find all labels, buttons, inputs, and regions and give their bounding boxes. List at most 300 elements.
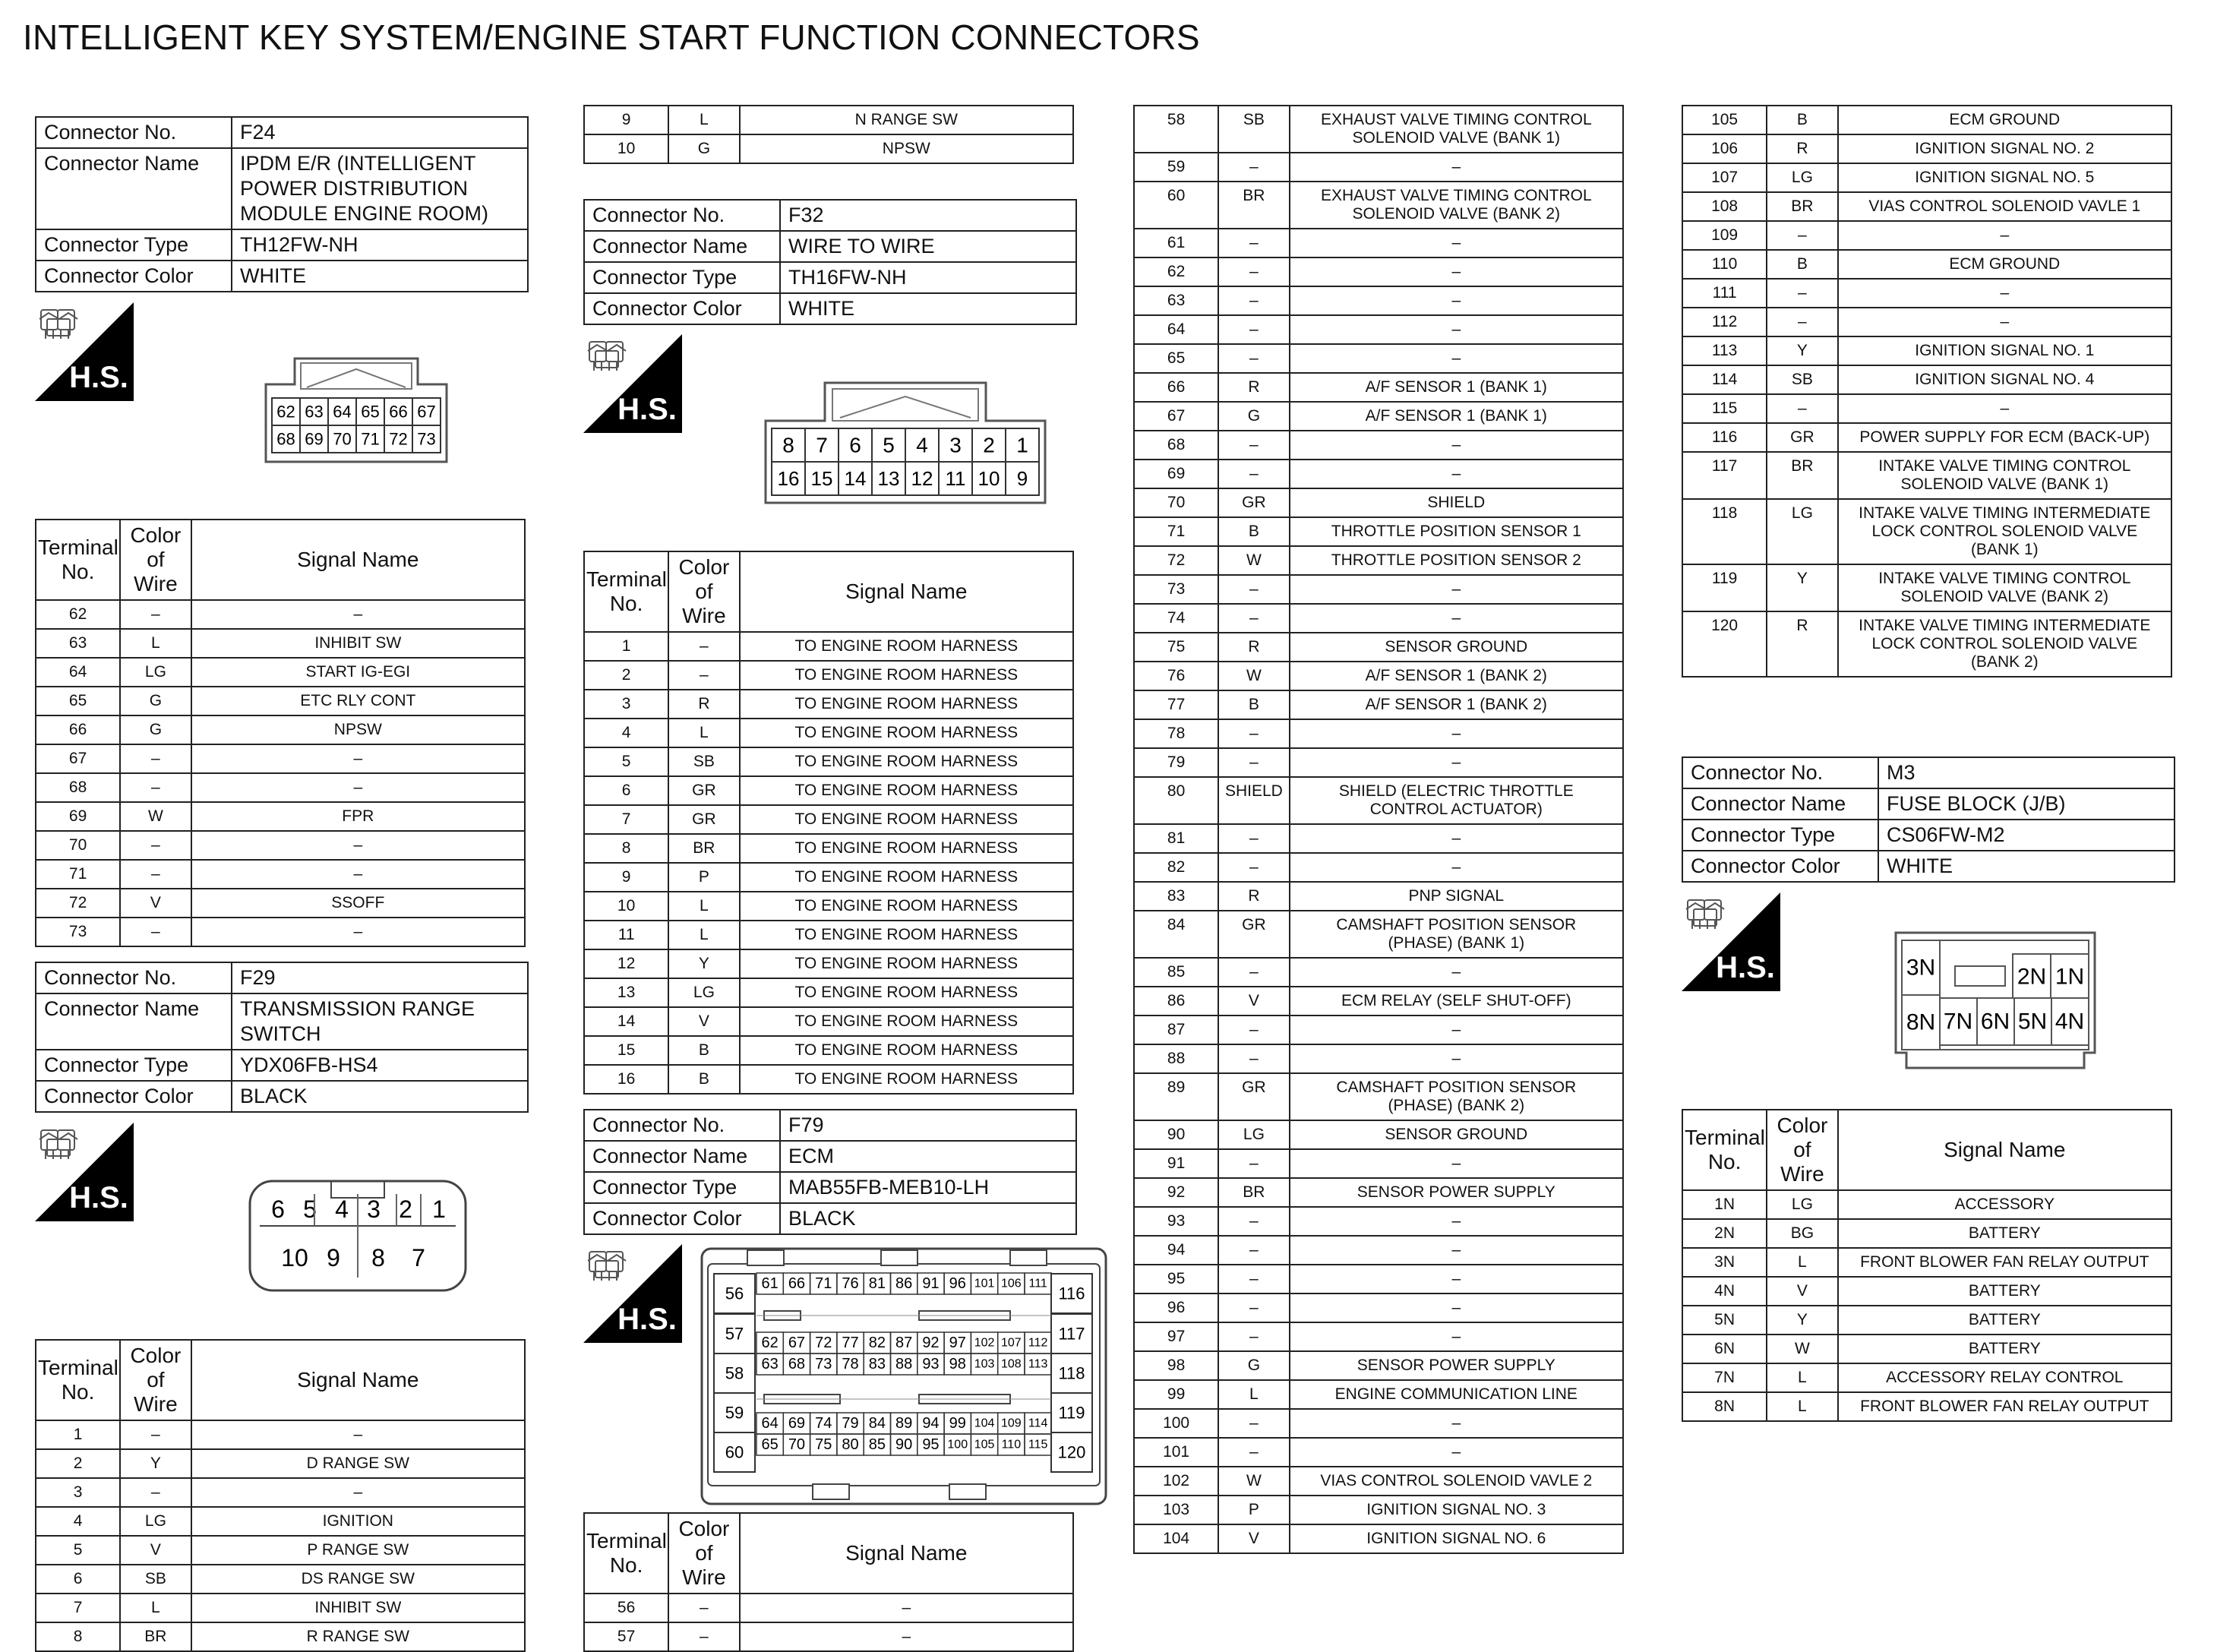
connector-type-value: TH12FW-NH	[232, 229, 528, 261]
table-row	[1682, 1277, 2171, 1306]
pin-label: 12	[911, 467, 933, 490]
terminal-no-cell: 91	[1134, 1149, 1218, 1178]
signal-name-cell: SHIELD (ELECTRIC THROTTLE CONTROL ACTUATOR)	[1290, 777, 1623, 824]
signal-name-cell: –	[740, 1622, 1073, 1651]
hs-label: H.S.	[1716, 951, 1775, 984]
pin-label: 67	[788, 1335, 806, 1351]
pin-label: 3	[949, 433, 962, 457]
table-row	[1134, 1322, 1623, 1351]
terminal-no-cell: 86	[1134, 987, 1218, 1016]
signal-name-header: Signal Name	[191, 520, 525, 600]
header-line: Terminal	[38, 535, 118, 559]
wire-color-cell: LG	[1218, 1120, 1289, 1149]
terminal-no-cell: 68	[1134, 431, 1218, 460]
connector-no-label: Connector No.	[584, 1110, 780, 1141]
wire-color-cell: G	[668, 134, 739, 163]
wire-color-cell: LG	[668, 978, 739, 1007]
pin-label: 73	[417, 429, 436, 449]
connector-color-label: Connector Color	[36, 1081, 232, 1112]
pin-label: 100	[947, 1438, 968, 1451]
signal-name-cell: INHIBIT SW	[191, 629, 525, 658]
terminal-no-cell: 8	[36, 1622, 120, 1651]
wire-color-header	[668, 1513, 739, 1594]
pin-label: 102	[974, 1336, 995, 1350]
wire-color-header	[120, 520, 191, 600]
connector-type-label: Connector Type	[584, 262, 780, 293]
pin-label: 59	[725, 1403, 744, 1423]
terminal-no-cell: 69	[36, 802, 120, 831]
table-row	[1134, 1293, 1623, 1322]
signal-name-cell: N RANGE SW	[740, 106, 1073, 134]
pin-label: 4	[335, 1196, 349, 1223]
table-row	[36, 1507, 525, 1536]
connector-info-F32	[583, 199, 1077, 325]
table-row	[1134, 1207, 1623, 1236]
terminal-no-cell: 10	[584, 892, 668, 921]
connector-color-label: Connector Color	[584, 293, 780, 324]
connector-color-value: BLACK	[232, 1081, 528, 1112]
wire-color-cell: GR	[668, 805, 739, 834]
signal-name-cell: D RANGE SW	[191, 1449, 525, 1478]
signal-name-cell: –	[1290, 1265, 1623, 1293]
wire-color-cell: –	[120, 831, 191, 860]
table-row	[1134, 1524, 1623, 1553]
terminal-no-cell: 103	[1134, 1496, 1218, 1524]
table-row	[584, 776, 1073, 805]
terminal-no-cell: 75	[1134, 633, 1218, 662]
header-line: No.	[609, 592, 643, 615]
wire-color-cell: G	[120, 687, 191, 715]
terminal-no-cell: 104	[1134, 1524, 1218, 1553]
signal-name-cell: –	[1838, 221, 2171, 250]
header-line: Wire	[134, 572, 178, 595]
signal-name-cell: SENSOR POWER SUPPLY	[1290, 1351, 1623, 1380]
signal-name-cell: CAMSHAFT POSITION SENSOR (PHASE) (BANK 2)	[1290, 1073, 1623, 1120]
connector-face-F29	[248, 1179, 468, 1293]
table-row	[584, 834, 1073, 863]
signal-name-cell: –	[1290, 1016, 1623, 1044]
table-row	[36, 773, 525, 802]
signal-name-cell: –	[1290, 1236, 1623, 1265]
terminal-no-cell: 63	[36, 629, 120, 658]
wire-color-cell: –	[120, 744, 191, 773]
connector-face-F79	[699, 1246, 1109, 1508]
header-line: No.	[609, 1553, 643, 1577]
pin-label: 10	[281, 1244, 308, 1271]
pin-label: 14	[844, 467, 867, 490]
pin-label: 5	[303, 1196, 317, 1223]
terminal-no-cell: 59	[1134, 153, 1218, 182]
page-title: INTELLIGENT KEY SYSTEM/ENGINE START FUNCTION CONNECTORS	[23, 17, 1200, 57]
terminal-no-cell: 16	[584, 1065, 668, 1094]
terminal-no-cell: 73	[1134, 575, 1218, 604]
table-row	[36, 802, 525, 831]
table-row	[1134, 257, 1623, 286]
terminal-no-header	[584, 551, 668, 632]
pin-label: 11	[945, 467, 966, 490]
terminal-table-F79	[583, 1512, 1074, 1652]
connector-name-label: Connector Name	[584, 1141, 780, 1172]
pin-label: 119	[1058, 1403, 1085, 1423]
terminal-no-cell: 82	[1134, 853, 1218, 882]
signal-name-cell: FRONT BLOWER FAN RELAY OUTPUT	[1838, 1248, 2171, 1277]
signal-name-cell: –	[191, 1478, 525, 1507]
table-row	[1134, 987, 1623, 1016]
wire-color-cell: –	[1767, 394, 1837, 423]
wire-color-cell: V	[120, 1536, 191, 1565]
pin-label: 1	[432, 1196, 446, 1223]
table-row	[1134, 373, 1623, 402]
pin-label: 70	[788, 1436, 806, 1453]
signal-name-cell: FRONT BLOWER FAN RELAY OUTPUT	[1838, 1392, 2171, 1421]
terminal-no-cell: 65	[36, 687, 120, 715]
terminal-no-cell: 113	[1682, 336, 1767, 365]
pin-label: 7	[412, 1244, 425, 1271]
table-row	[36, 715, 525, 744]
terminal-no-cell: 7	[36, 1594, 120, 1622]
wire-color-cell: L	[1767, 1248, 1837, 1277]
pin-label: 69	[788, 1415, 806, 1432]
pin-label: 4N	[2055, 1009, 2085, 1034]
terminal-no-cell: 81	[1134, 824, 1218, 853]
terminal-table-F79-continued	[1133, 105, 1624, 1554]
signal-name-cell: IGNITION SIGNAL NO. 6	[1290, 1524, 1623, 1553]
connector-no-label: Connector No.	[584, 200, 780, 231]
terminal-no-cell: 106	[1682, 134, 1767, 163]
pin-label: 68	[788, 1356, 806, 1372]
terminal-no-cell: 95	[1134, 1265, 1218, 1293]
table-row	[1134, 286, 1623, 315]
terminal-no-cell: 7	[584, 805, 668, 834]
wire-color-cell: Y	[1767, 336, 1837, 365]
pin-label: 93	[922, 1356, 940, 1372]
wire-color-cell: V	[1767, 1277, 1837, 1306]
terminal-no-cell: 118	[1682, 499, 1767, 564]
connector-no-value: F32	[780, 200, 1076, 231]
signal-name-cell: TO ENGINE ROOM HARNESS	[740, 632, 1073, 661]
terminal-no-cell: 71	[36, 860, 120, 889]
terminal-no-cell: 63	[1134, 286, 1218, 315]
table-row	[1134, 911, 1623, 958]
pin-label: 98	[949, 1356, 966, 1372]
table-row	[584, 949, 1073, 978]
connector-type-value: CS06FW-M2	[1878, 820, 2175, 851]
signal-name-cell: ECM RELAY (SELF SHUT-OFF)	[1290, 987, 1623, 1016]
connector-no-value: F79	[780, 1110, 1076, 1141]
connector-no-value: F29	[232, 962, 528, 993]
table-row	[1682, 192, 2171, 221]
terminal-no-cell: 74	[1134, 604, 1218, 633]
connector-type-label: Connector Type	[1682, 820, 1878, 851]
pin-label: 85	[868, 1436, 886, 1453]
terminal-no-cell: 64	[1134, 315, 1218, 344]
table-row	[36, 831, 525, 860]
signal-name-cell: TO ENGINE ROOM HARNESS	[740, 863, 1073, 892]
pin-label: 64	[333, 402, 352, 422]
terminal-no-cell: 102	[1134, 1467, 1218, 1496]
terminal-no-cell: 9	[584, 106, 668, 134]
pin-label: 65	[761, 1436, 779, 1453]
pin-label: 76	[842, 1275, 859, 1292]
pin-label: 77	[842, 1335, 859, 1351]
terminal-no-cell: 15	[584, 1036, 668, 1065]
pin-label: 112	[1028, 1336, 1048, 1350]
pin-label: 65	[361, 402, 380, 422]
table-row	[1134, 853, 1623, 882]
terminal-no-cell: 96	[1134, 1293, 1218, 1322]
wire-color-cell: Y	[1767, 1306, 1837, 1335]
signal-name-cell: A/F SENSOR 1 (BANK 2)	[1290, 690, 1623, 719]
pin-label: 111	[1028, 1277, 1047, 1290]
header-line: Color of	[678, 1517, 730, 1565]
terminal-no-cell: 69	[1134, 460, 1218, 488]
terminal-no-cell: 101	[1134, 1438, 1218, 1467]
header-line: Wire	[134, 1392, 178, 1416]
signal-name-header: Signal Name	[191, 1340, 525, 1420]
signal-name-cell: –	[1290, 853, 1623, 882]
wire-color-cell: –	[1218, 1322, 1289, 1351]
signal-name-cell: –	[1290, 431, 1623, 460]
signal-name-cell: TO ENGINE ROOM HARNESS	[740, 921, 1073, 949]
wire-color-cell: –	[1218, 575, 1289, 604]
connector-type-label: Connector Type	[584, 1172, 780, 1203]
table-row	[36, 1622, 525, 1651]
terminal-no-cell: 65	[1134, 344, 1218, 373]
table-row	[584, 661, 1073, 690]
header-line: Wire	[682, 604, 726, 627]
table-row	[1682, 1219, 2171, 1248]
connector-no-value: M3	[1878, 757, 2175, 788]
connector-no-label: Connector No.	[36, 962, 232, 993]
terminal-no-cell: 117	[1682, 452, 1767, 499]
terminal-no-cell: 6	[36, 1565, 120, 1594]
connector-name-value: IPDM E/R (INTELLIGENT POWER DISTRIBUTION MODULE ENGINE ROOM)	[232, 148, 528, 229]
connector-info-F79	[583, 1109, 1077, 1235]
wire-color-cell: –	[1218, 824, 1289, 853]
table-row	[36, 1449, 525, 1478]
terminal-no-cell: 66	[36, 715, 120, 744]
signal-name-cell: –	[191, 918, 525, 946]
wire-color-header	[1767, 1110, 1837, 1190]
wire-color-cell: R	[1767, 611, 1837, 677]
pin-label: 114	[1028, 1417, 1048, 1430]
wire-color-cell: L	[668, 892, 739, 921]
table-row	[1134, 1149, 1623, 1178]
pin-label: 106	[1000, 1277, 1022, 1290]
connector-no-value: F24	[232, 117, 528, 148]
signal-name-cell: IGNITION SIGNAL NO. 3	[1290, 1496, 1623, 1524]
pin-label: 61	[761, 1275, 779, 1292]
signal-name-cell: INTAKE VALVE TIMING INTERMEDIATE LOCK CONTROL SOLENOID VALVE (BANK 2)	[1838, 611, 2171, 677]
table-row	[1134, 1265, 1623, 1293]
wire-color-cell: Y	[1767, 564, 1837, 611]
signal-name-cell: INTAKE VALVE TIMING CONTROL SOLENOID VALVE (BANK 1)	[1838, 452, 2171, 499]
terminal-no-cell: 2N	[1682, 1219, 1767, 1248]
wire-color-cell: B	[1218, 517, 1289, 546]
terminal-no-cell: 1N	[1682, 1190, 1767, 1219]
pin-label: 87	[895, 1335, 913, 1351]
table-row	[1682, 365, 2171, 394]
pin-label: 4	[916, 433, 928, 457]
wire-color-cell: –	[1218, 1409, 1289, 1438]
pin-label: 109	[1000, 1417, 1022, 1430]
table-row	[1682, 1392, 2171, 1421]
wire-color-cell: G	[120, 715, 191, 744]
terminal-no-cell: 5	[584, 747, 668, 776]
table-row	[1134, 777, 1623, 824]
table-row	[1682, 1335, 2171, 1363]
pin-label: 75	[815, 1436, 832, 1453]
signal-name-cell: TO ENGINE ROOM HARNESS	[740, 805, 1073, 834]
table-row	[584, 892, 1073, 921]
terminal-no-cell: 70	[36, 831, 120, 860]
terminal-no-cell: 3N	[1682, 1248, 1767, 1277]
pin-label: 3N	[1906, 955, 1936, 981]
signal-name-cell: TO ENGINE ROOM HARNESS	[740, 1065, 1073, 1094]
signal-name-cell: ECM GROUND	[1838, 106, 2171, 134]
pin-label: 91	[922, 1275, 940, 1292]
table-row	[584, 106, 1073, 134]
terminal-no-cell: 60	[1134, 182, 1218, 229]
hs-label: H.S.	[69, 361, 128, 394]
terminal-no-cell: 112	[1682, 308, 1767, 336]
pin-label: 86	[895, 1275, 913, 1292]
terminal-no-cell: 4	[584, 719, 668, 747]
wire-color-cell: SB	[1218, 106, 1289, 153]
pin-label: 5N	[2017, 1009, 2048, 1034]
pin-label: 72	[815, 1335, 832, 1351]
header-line: Color of	[1777, 1113, 1828, 1161]
table-row	[1682, 1306, 2171, 1335]
terminal-no-header	[36, 520, 120, 600]
wire-color-cell: SHIELD	[1218, 777, 1289, 824]
wire-color-cell: L	[120, 629, 191, 658]
wire-color-cell: –	[1767, 308, 1837, 336]
pin-label: 89	[895, 1415, 913, 1432]
terminal-no-cell: 5	[36, 1536, 120, 1565]
terminal-no-cell: 88	[1134, 1044, 1218, 1073]
table-row	[584, 1622, 1073, 1651]
wire-color-cell: –	[1218, 853, 1289, 882]
wire-color-cell: BR	[1218, 1178, 1289, 1207]
wire-color-cell: –	[1218, 431, 1289, 460]
header-line: Terminal	[38, 1356, 118, 1379]
connector-color-value: WHITE	[780, 293, 1076, 324]
terminal-no-cell: 80	[1134, 777, 1218, 824]
table-row	[1134, 604, 1623, 633]
terminal-no-cell: 76	[1134, 662, 1218, 690]
pin-label: 57	[725, 1324, 744, 1344]
pin-label: 2	[399, 1196, 412, 1223]
connector-name-label: Connector Name	[36, 148, 232, 229]
wire-color-cell: BR	[1218, 182, 1289, 229]
table-row	[1682, 163, 2171, 192]
terminal-no-cell: 9	[584, 863, 668, 892]
signal-name-cell: –	[1290, 575, 1623, 604]
table-row	[1134, 488, 1623, 517]
terminal-no-cell: 93	[1134, 1207, 1218, 1236]
connector-info-F24	[35, 116, 529, 292]
wire-color-cell: L	[1767, 1363, 1837, 1392]
pin-label: 70	[333, 429, 352, 449]
wire-color-cell: G	[1218, 402, 1289, 431]
table-row	[1134, 633, 1623, 662]
pin-label: 6N	[1980, 1009, 2010, 1034]
wire-color-cell: –	[120, 1420, 191, 1449]
wire-color-cell: –	[1218, 1149, 1289, 1178]
terminal-no-cell: 2	[36, 1449, 120, 1478]
terminal-no-cell: 66	[1134, 373, 1218, 402]
terminal-no-cell: 89	[1134, 1073, 1218, 1120]
signal-name-cell: TO ENGINE ROOM HARNESS	[740, 949, 1073, 978]
table-row	[584, 719, 1073, 747]
pin-label: 7	[816, 433, 828, 457]
terminal-no-cell: 111	[1682, 279, 1767, 308]
wire-color-cell: B	[1767, 106, 1837, 134]
terminal-no-cell: 72	[36, 889, 120, 918]
signal-name-cell: –	[1290, 1438, 1623, 1467]
pin-label: 81	[868, 1275, 886, 1292]
pin-label: 5	[883, 433, 895, 457]
table-row	[584, 747, 1073, 776]
wire-color-cell: –	[668, 661, 739, 690]
wire-color-cell: –	[668, 1622, 739, 1651]
pin-label: 13	[877, 467, 900, 490]
signal-name-cell: TO ENGINE ROOM HARNESS	[740, 1036, 1073, 1065]
wire-color-cell: GR	[1218, 1073, 1289, 1120]
signal-name-cell: –	[1838, 279, 2171, 308]
signal-name-cell: –	[1290, 748, 1623, 777]
table-row	[1682, 250, 2171, 279]
connector-name-value: ECM	[780, 1141, 1076, 1172]
signal-name-cell: TO ENGINE ROOM HARNESS	[740, 719, 1073, 747]
table-row	[1134, 1438, 1623, 1467]
table-row	[1134, 824, 1623, 853]
signal-name-cell: THROTTLE POSITION SENSOR 1	[1290, 517, 1623, 546]
wire-color-cell: SB	[1767, 365, 1837, 394]
wire-color-cell: –	[1218, 286, 1289, 315]
signal-name-cell: A/F SENSOR 1 (BANK 1)	[1290, 373, 1623, 402]
connector-no-label: Connector No.	[36, 117, 232, 148]
connector-type-label: Connector Type	[36, 1050, 232, 1081]
table-row	[1134, 1380, 1623, 1409]
table-row	[584, 1065, 1073, 1094]
signal-name-cell: –	[191, 600, 525, 629]
wire-color-cell: L	[1218, 1380, 1289, 1409]
pin-label: 74	[815, 1415, 832, 1432]
terminal-no-cell: 6	[584, 776, 668, 805]
table-row	[1134, 1073, 1623, 1120]
wire-color-cell: L	[668, 921, 739, 949]
signal-name-cell: –	[1290, 1293, 1623, 1322]
connector-no-label: Connector No.	[1682, 757, 1878, 788]
table-row	[1682, 394, 2171, 423]
pin-label: 80	[842, 1436, 859, 1453]
table-row	[36, 629, 525, 658]
pin-label: 90	[895, 1436, 913, 1453]
signal-name-cell: –	[1838, 308, 2171, 336]
pin-label: 58	[725, 1363, 744, 1383]
pin-label: 62	[276, 402, 295, 422]
signal-name-cell: SHIELD	[1290, 488, 1623, 517]
terminal-no-cell: 14	[584, 1007, 668, 1036]
signal-name-cell: SENSOR GROUND	[1290, 633, 1623, 662]
terminal-table-F24	[35, 519, 526, 947]
signal-name-cell: –	[1290, 604, 1623, 633]
wire-color-cell: L	[668, 106, 739, 134]
signal-name-cell: ECM GROUND	[1838, 250, 2171, 279]
signal-name-cell: PNP SIGNAL	[1290, 882, 1623, 911]
